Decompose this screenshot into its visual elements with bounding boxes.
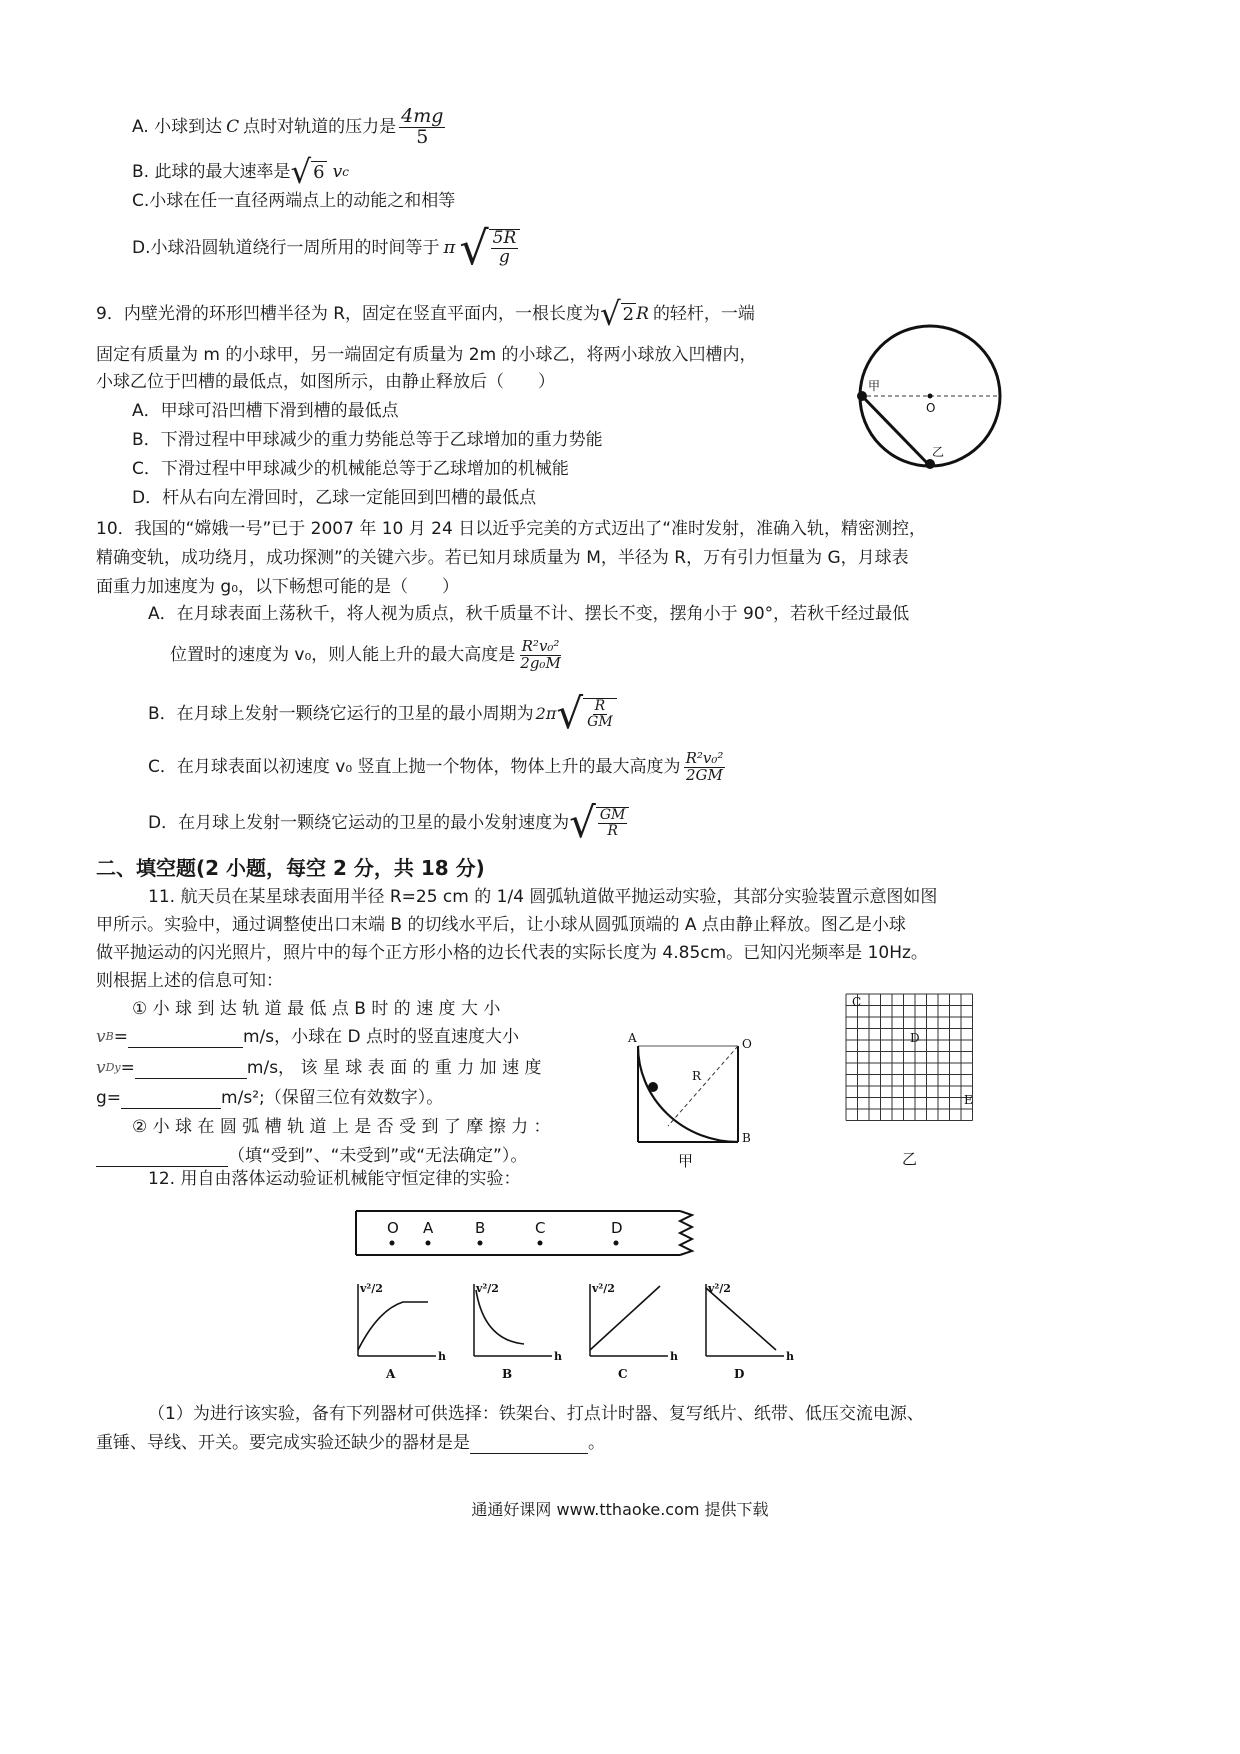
q8-a-c: C [226,117,240,137]
page-footer: 通通好课网 www.tthaoke.com 提供下载 [471,1500,769,1519]
tape-label-b: B [475,1219,486,1237]
q11-part1-line3: v Dy = m/s， 该 星 球 表 面 的 重 力 加 速 度 [96,1058,542,1078]
q9-option-b: B．下滑过程中甲球减少的重力势能总等于乙球增加的重力势能 [132,430,603,450]
answer-blank-vb[interactable] [128,1029,243,1048]
q11-part1-line1: ① 小 球 到 达 轨 道 最 低 点 B 时 的 速 度 大 小 [132,999,501,1019]
graph-name-d: D [734,1367,745,1381]
q8-d-sqrt: √ $\frac{5R}{g}$ [459,225,520,271]
tape-marks [387,1219,623,1246]
q12-paper-tape [352,1205,704,1265]
q8-a-text2: 点时对轨道的压力是 [243,117,397,137]
graph-curve [706,1288,776,1350]
grid-label-e: E [964,1093,973,1107]
tape-label-c: C [535,1219,546,1237]
q11-figure-yi-grid [838,988,988,1168]
grid-lines [846,994,973,1121]
label-b: B [742,1131,751,1145]
ball [648,1082,658,1092]
tape-dot-c [538,1241,543,1246]
q9-option-a: A．甲球可沿凹槽下滑到槽的最低点 [132,401,399,421]
label-o: O [926,401,936,415]
label-jia: 甲 [868,379,881,393]
graph-name-b: B [502,1367,513,1381]
label-yi: 乙 [902,1150,918,1168]
q11-stem-line1: 11. 航天员在某星球表面用半径 R=25 cm 的 1/4 圆弧轨道做平抛运动实验，其部分实验装置示意图如图 [148,887,938,907]
tape-label-d: D [611,1219,623,1237]
q11-part1-line2: v B = m/s，小球在 D 点时的竖直速度大小 [96,1027,519,1047]
q8-a-text: A. 小球到达 [132,117,223,137]
q11-stem-line3: 做平抛运动的闪光照片，照片中的每个正方形小格的边长代表的实际长度为 4.85cm。已知闪光频率是 10Hz。 [96,943,928,963]
graph-curve [590,1286,660,1350]
q10-option-a-line1: A．在月球表面上荡秋千，将人视为质点，秋千质量不计、摆长不变，摆角小于 90°，若秋千经过最低 [148,604,910,624]
graph-ylabel: v²/2 [476,1282,499,1295]
q10-stem-line2: 精确变轨，成功绕月，成功探测”的关键六步。若已知月球质量为 M，半径为 R，万有引力恒量为 G，月球表 [96,548,909,568]
label-jia: 甲 [678,1152,694,1170]
answer-blank-friction[interactable] [96,1148,228,1167]
label-a: A [628,1031,637,1045]
q8-b-sqrt: √ 6 [290,152,325,191]
answer-blank-vdy[interactable] [135,1060,247,1079]
grid-label-c: C [852,995,862,1009]
arc-track [638,1046,738,1142]
q8-option-c: C.小球在任一直径两端点上的动能之和相等 [132,191,456,211]
answer-blank-missing-equipment[interactable] [470,1435,588,1454]
tape-dot-o [390,1241,395,1246]
graph-curve [358,1302,428,1350]
tape-label-o: O [387,1219,399,1237]
q9-stem-line2: 固定有质量为 m 的小球甲，另一端固定有质量为 2m 的小球乙，将两小球放入凹槽内， [96,345,757,365]
q11-part2-line2: （填“受到”、“未受到”或“无法确定”）。 [96,1145,527,1167]
q8-option-d: D.小球沿圆轨道绕行一周所用的时间等于 π √ $\frac{5R}{g}$ [132,220,520,276]
q11-part2-line1: ② 小 球 在 圆 弧 槽 轨 道 上 是 否 受 到 了 摩 擦 力 ： [132,1117,551,1137]
q12-part1-line1: （1）为进行该实验，备有下列器材可供选择：铁架台、打点计时器、复写纸片、纸带、低压交流电源、 [148,1404,924,1424]
graph-xlabel: h [438,1350,446,1363]
q11-part1-line4: g= m/s²;（保留三位有效数字）。 [96,1088,444,1108]
q10-option-d: D．在月球上发射一颗绕它运动的卫星的最小发射速度为 √ $\frac{GM}{R}$ [148,798,629,848]
q8-option-a [132,102,448,152]
graph-xlabel: h [554,1350,562,1363]
graph-xlabel: h [670,1350,678,1363]
q8-b-text: B. 此球的最大速率是 [132,162,291,182]
q12-part1-line2: 重锤、导线、开关。要完成实验还缺少的器材是是 。 [96,1433,605,1453]
q8-option-b: B. 此球的最大速率是 √ 6 v c [132,152,349,191]
label-r: R [692,1069,702,1083]
q10-stem-line3: 面重力加速度为 g₀，以下畅想可能的是（ ） [96,577,460,597]
section-heading-fill-in: 二、填空题(2 小题，每空 2 分，共 18 分) [96,856,485,880]
grid-label-d: D [910,1031,920,1045]
q10-option-c: C．在月球表面以初速度 v₀ 竖直上抛一个物体，物体上升的最大高度为 $\frac{\text{R²v₀²}}{2GM}$ [148,748,724,784]
graph-group [358,1282,794,1381]
tape-torn-edge [680,1211,692,1255]
tape-dot-b [478,1241,483,1246]
q11-figure-jia [626,1030,766,1170]
graph-name-a: A [386,1367,396,1381]
q12-graphs [340,1280,800,1390]
graph-ylabel: v²/2 [360,1282,383,1295]
graph-ylabel: v²/2 [708,1282,731,1295]
q8-d-text: D.小球沿圆轨道绕行一周所用的时间等于 [132,238,440,258]
q11-stem-line4: 则根据上述的信息可知： [96,971,283,991]
graph-xlabel: h [786,1350,794,1363]
ball-jia [857,391,867,401]
q11-stem-line2: 甲所示。实验中，通过调整使出口末端 B 的切线水平后，让小球从圆弧顶端的 A 点由静止释放。图乙是小球 [96,915,906,935]
graph-ylabel: v²/2 [592,1282,615,1295]
q9-ring-groove-diagram [850,320,1010,470]
q12-stem: 12. 用自由落体运动验证机械能守恒定律的实验： [148,1169,521,1189]
tape-dot-d [614,1241,619,1246]
tape-dot-a [426,1241,431,1246]
radius-line [668,1046,738,1126]
q9-stem-line3: 小球乙位于凹槽的最低点，如图所示，由静止释放后（ ） [96,372,555,392]
q9-stem-line1: 9．内壁光滑的环形凹槽半径为 R，固定在竖直平面内，一根长度为 √ 2 R 的轻杆，一端 [96,294,755,333]
graph-curve [476,1290,524,1344]
q10-option-a-line2: 位置时的速度为 v₀，则人能上升的最大高度是 $\frac{\text{R²v₀²}}{\text{2g₀M}}$ [170,636,561,672]
tape-label-a: A [423,1219,434,1237]
q10-stem-line1: 10．我国的“嫦娥一号”已于 2007 年 10 月 24 日以近乎完美的方式迈出了“准时发射，准确入轨，精密测控， [96,519,927,539]
q8-a-fraction: $\frac{4mg}{5}$ [401,104,444,148]
label-yi: 乙 [932,445,945,459]
q9-option-c: C．下滑过程中甲球减少的机械能总等于乙球增加的机械能 [132,459,569,479]
label-o: O [742,1037,752,1051]
ball-yi [925,459,935,469]
q9-option-d: D．杆从右向左滑回时，乙球一定能回到凹槽的最低点 [132,488,537,508]
answer-blank-g[interactable] [121,1090,221,1109]
q10-option-b: B．在月球上发射一颗绕它运行的卫星的最小周期为 2π √ $\frac{R}{GM}$ [148,690,617,738]
center-point [928,394,933,399]
graph-name-c: C [618,1367,628,1381]
